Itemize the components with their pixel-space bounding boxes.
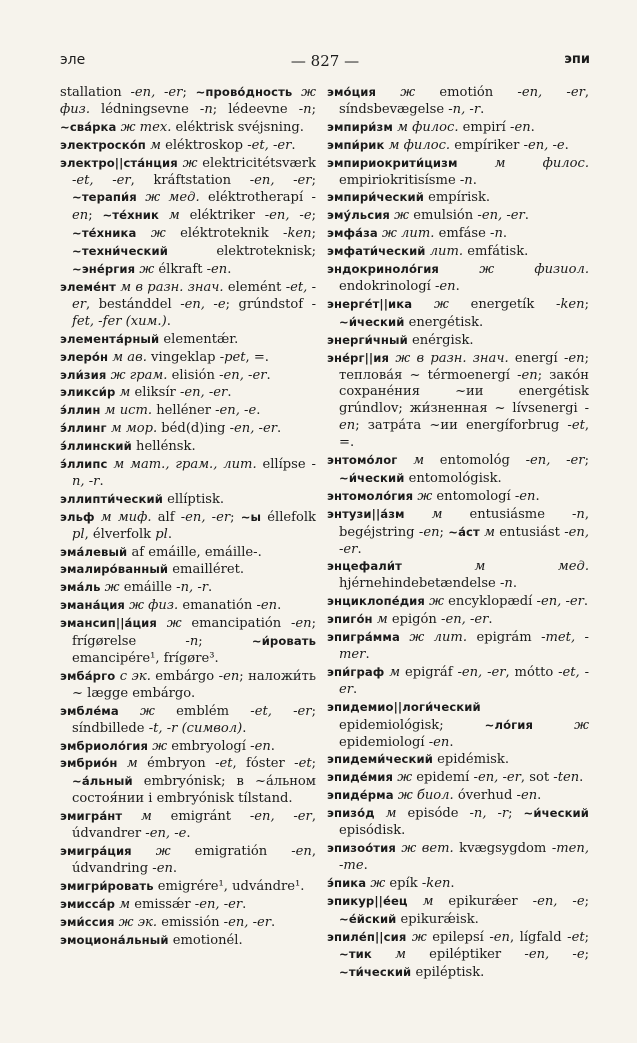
dictionary-entry: эмигра́ция ж emigratión -en, údvandring -en. [60, 843, 316, 876]
header-left-guideword: эле [60, 52, 86, 68]
dictionary-entry: stallation -en, -er; ~прово́дность ж физ. lédningsevne -n; lédeevne -n; ~сва́рка ж тех. eléktrisk svéjsning. [60, 85, 316, 135]
dictionary-entry: энтузи||а́зм м entusiásme -n, begéjstring -en; ~а́ст м entusiást -en, -er. [327, 506, 589, 557]
dictionary-entry: эми́ссия ж эк. emissión -en, -er. [60, 914, 276, 930]
dictionary-entry: э́ллинг м мор. béd(d)ing -en, -er. [60, 421, 282, 437]
dictionary-entry: эмигра́нт м emigránt -en, -er, údvandrer -en, -e. [60, 809, 316, 842]
dictionary-entry: энтомоло́гия ж entomologí -en. [327, 488, 540, 504]
dictionary-entry: электро||ста́нция ж elektricitétsværk -et, -er, kráftstation -en, -er; ~терапи́я ж мед. eléktrotherapí -en; ~те́хник м eléktriker -en, -e; ~те́хника ж eléktroteknik -ken; ~техни́ческий elektroteknisk; ~эне́ргия ж élkraft -en. [60, 155, 316, 278]
dictionary-entry: эму́льсия ж emulsión -en, -er. [327, 208, 529, 224]
dictionary-entry: эли́зия ж грам. elisión -en, -er. [60, 367, 271, 383]
dictionary-entry: эмбрио́н м émbryon -et, fóster -et; ~а́льный embryónisk; в ~а́льном состоя́нии i embryónisk tílstand. [60, 756, 316, 807]
dictionary-entry: эмпириокрити́цизм м филос. empiriokritisísme -n. [327, 155, 589, 188]
page-header [60, 52, 590, 72]
dictionary-entry: эмбле́ма ж emblém -et, -er; síndbillede -t, -r (символ). [60, 703, 316, 736]
dictionary-entry: эпигра́мма ж лит. epigrám -met, -mer. [327, 630, 589, 662]
dictionary-entry: эмпи́рик м филос. empíriker -en, -e. [327, 137, 569, 153]
dictionary-entry: эмфати́ческий лит. emfátisk. [327, 244, 529, 260]
dictionary-entry: эндокриноло́гия ж физиол. endokrinologí -en. [327, 262, 589, 294]
dictionary-entry: эпиде́мия ж epidemí -en, -er, sot -ten. [327, 770, 584, 786]
dictionary-entry: энтомо́лог м entomológ -en, -er; ~и́ческий entomológisk. [327, 453, 589, 486]
dictionary-entry: эмбриоло́гия ж embryologí -en. [60, 738, 275, 754]
dictionary-entry: эмба́рго с эк. embárgo -en; наложи́ть ~ lægge embárgo. [60, 668, 317, 701]
page-number: — 827 — [290, 52, 360, 70]
dictionary-entry: эмоциона́льный emotionél. [60, 932, 243, 948]
dictionary-entry: эмансип||а́ция ж emancipatión -en; frígørelse -n; ~и́ровать emancipére¹, frígøre³. [60, 616, 317, 666]
dictionary-entry: эллипти́ческий ellíptisk. [60, 491, 225, 507]
dictionary-entry: эмана́ция ж физ. emanatión -en. [60, 598, 282, 614]
dictionary-entry: эпи́граф м epigráf -en, -er, mótto -et, -er. [327, 664, 589, 697]
dictionary-entry: эмо́ция ж emotión -en, -er, síndsbevægelse -n, -r. [327, 85, 589, 117]
dictionary-entry: электроско́п м eléktroskop -et, -er. [60, 137, 296, 153]
dictionary-entry: энерге́т||ика ж energetík -ken; ~и́ческий energétisk. [327, 296, 590, 330]
dictionary-entry: эмпири́зм м филос. empirí -en. [327, 119, 535, 135]
dictionary-entry: эпизоо́тия ж вет. kvægsygdom -men, -me. [327, 840, 590, 873]
dictionary-entry: эмигри́ровать emigrére¹, udvándre¹. [60, 878, 305, 894]
dictionary-entry: элемента́рный elementǽr. [60, 331, 239, 347]
dictionary-entry: эпиле́п||сия ж epilepsí -en, lígfald -et; ~тик м epiléptiker -en, -e; ~ти́ческий epiléptisk. [327, 929, 589, 981]
dictionary-entry: эмисса́р м emissǽr -en, -er. [60, 896, 247, 912]
dictionary-entry: эмалиро́ванный emailléret. [60, 562, 245, 578]
dictionary-entry: эпикур||е́ец м epikurǽer -en, -e; ~е́йский epikurǽisk. [327, 893, 589, 927]
dictionary-entry: э́ллипс м мат., грам., лит. ellípse -n, -r. [60, 457, 316, 489]
dictionary-entry: эма́левый af emáille, emáille-. [60, 544, 262, 560]
dictionary-entry: эпидемио||логи́ческий epidemiológisk; ~ло́гия ж epidemiologí -en. [327, 699, 589, 750]
dictionary-entry: эликси́р м eliksír -en, -er. [60, 385, 232, 401]
header-right-guideword: эпи [564, 52, 590, 67]
dictionary-entry: энцефали́т м мед. hjérnehindebetændelse -n. [327, 559, 589, 592]
dictionary-entry: эпизо́д м episóde -n, -r; ~и́ческий episódisk. [327, 806, 589, 839]
dictionary-entry: энциклопе́дия ж encyklopædí -en, -er. [327, 594, 589, 610]
dictionary-entry: энерги́чный enérgisk. [327, 332, 474, 348]
dictionary-entry: эмфа́за ж лит. emfáse -n. [327, 226, 508, 242]
dictionary-entry: эма́ль ж emáille -n, -r. [60, 580, 213, 596]
dictionary-entry: э́ллинский hellénsk. [60, 439, 196, 455]
right-column [327, 84, 589, 982]
dictionary-entry: э́пика ж epík -ken. [327, 875, 455, 891]
dictionary-entry: эпиго́н м epigón -en, -er. [327, 612, 493, 628]
dictionary-entry: эпиде́рма ж биол. óverhud -en. [327, 788, 542, 804]
dictionary-entry: эльф м миф. alf -en, -er; ~ы éllefolk pl, élverfolk pl. [60, 509, 316, 542]
dictionary-entry: элеме́нт м в разн. знач. elemént -et, -er, bestánddel -en, -e; grúndstof -fet, -fer (хим.). [60, 279, 317, 329]
dictionary-entry: эпидеми́ческий epidémisk. [327, 752, 509, 768]
dictionary-entry: эмпири́ческий empírisk. [327, 190, 491, 206]
left-column [60, 84, 316, 949]
dictionary-entry: элеро́н м ав. vingeklap -pet, =. [60, 349, 269, 365]
dictionary-entry: э́ллин м ист. helléner -en, -e. [60, 403, 261, 419]
dictionary-entry: эне́рг||ия ж в разн. знач. energí -en; теплова́я ~ térmoenergí -en; зако́н сохране́ния ~ии energétisk grúndlov; жи́зненная ~ lívsenergi -en; затра́та ~ии energíforbrug -et, =. [327, 350, 589, 451]
